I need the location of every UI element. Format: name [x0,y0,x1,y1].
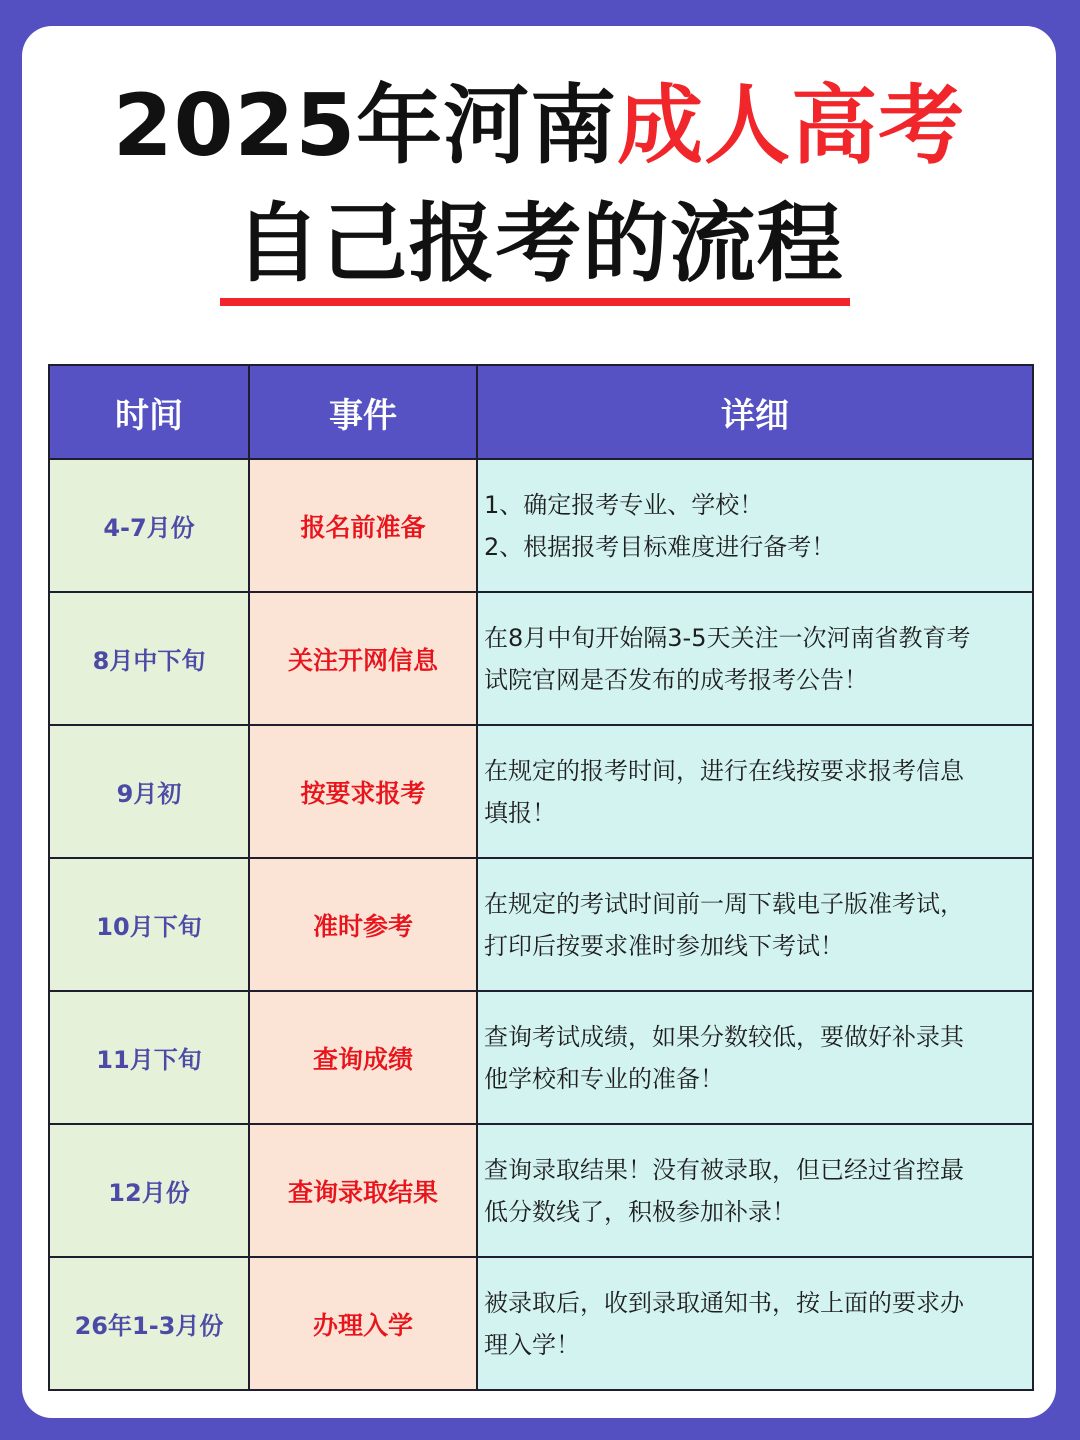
table-row [49,1124,1033,1257]
detail-line: 在规定的考试时间前一周下载电子版准考试， [484,889,964,918]
detail-cell [477,1257,1033,1390]
detail-line: 查询考试成绩，如果分数较低，要做好补录其 [484,1022,964,1051]
time-cell: 10月下旬 [49,858,249,991]
header-detail: 详细 [477,365,1033,459]
detail-line: 他学校和专业的准备！ [484,1064,724,1093]
detail-cell [477,991,1033,1124]
detail-line: 查询录取结果！没有被录取，但已经过省控最 [484,1155,964,1184]
event-cell: 关注开网信息 [249,592,477,725]
detail-line: 1、确定报考专业、学校！ [484,490,764,519]
detail-line: 试院官网是否发布的成考报考公告！ [484,665,868,694]
page-title-line1 [22,76,1056,176]
event-cell: 报名前准备 [249,459,477,592]
table-row [49,1257,1033,1390]
page-title-line2: 自己报考的流程 [234,194,844,294]
title-black-part: 2025年河南 [112,76,618,176]
event-cell: 办理入学 [249,1257,477,1390]
detail-line: 打印后按要求准时参加线下考试！ [484,931,844,960]
event-cell: 查询成绩 [249,991,477,1124]
detail-cell [477,858,1033,991]
time-cell: 8月中下旬 [49,592,249,725]
detail-cell [477,1124,1033,1257]
table-row [49,991,1033,1124]
detail-cell [477,592,1033,725]
title-red-part: 成人高考 [617,76,966,176]
detail-line: 在规定的报考时间，进行在线按要求报考信息 [484,756,964,785]
time-cell: 4-7月份 [49,459,249,592]
time-cell: 9月初 [49,725,249,858]
detail-line: 2、根据报考目标难度进行备考！ [484,532,836,561]
detail-line: 低分数线了，积极参加补录！ [484,1197,796,1226]
time-cell: 12月份 [49,1124,249,1257]
process-table [48,364,1034,1391]
event-cell: 按要求报考 [249,725,477,858]
title-underline [220,298,850,306]
header-event: 事件 [249,365,477,459]
event-cell: 准时参考 [249,858,477,991]
detail-cell [477,459,1033,592]
detail-cell [477,725,1033,858]
table-header-row [49,365,1033,459]
table-row [49,592,1033,725]
header-time: 时间 [49,365,249,459]
table-row [49,459,1033,592]
detail-line: 被录取后，收到录取通知书，按上面的要求办 [484,1288,964,1317]
detail-line: 理入学！ [484,1330,580,1359]
table-row [49,725,1033,858]
event-cell: 查询录取结果 [249,1124,477,1257]
content-card [22,26,1056,1418]
time-cell: 11月下旬 [49,991,249,1124]
detail-line: 填报！ [484,798,556,827]
time-cell: 26年1-3月份 [49,1257,249,1390]
table-row [49,858,1033,991]
detail-line: 在8月中旬开始隔3-5天关注一次河南省教育考 [484,623,971,652]
